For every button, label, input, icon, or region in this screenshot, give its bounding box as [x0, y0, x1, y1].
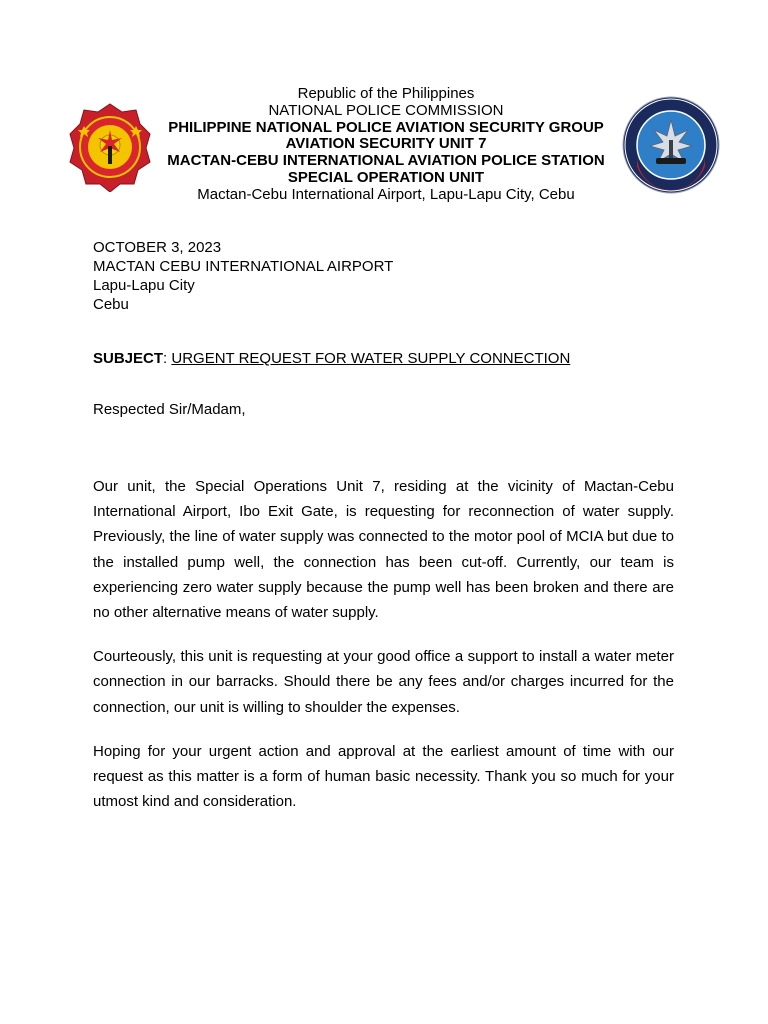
special-operations-unit-seal-icon [622, 96, 720, 194]
recipient-name: MACTAN CEBU INTERNATIONAL AIRPORT [93, 258, 394, 275]
letter-body [93, 474, 674, 833]
body-paragraph: Courteously, this unit is requesting at your good office a support to install a water meter connection in our barracks. Should there be any fees and/or charges incurred for the connection, our unit is willing to shoulder the expenses. [93, 648, 674, 716]
subject-text: URGENT REQUEST FOR WATER SUPPLY CONNECTION [171, 350, 571, 367]
letterhead [150, 86, 622, 204]
pnp-seal-icon [68, 102, 152, 192]
subject-line: SUBJECT: URGENT REQUEST FOR WATER SUPPLY CONNECTION [93, 350, 571, 367]
salutation: Respected Sir/Madam, [93, 401, 246, 418]
letterhead-line-address: Mactan-Cebu International Airport, Lapu-Lapu City, Cebu [197, 185, 575, 203]
letterhead-line-napolcom: NATIONAL POLICE COMMISSION [268, 101, 504, 119]
letterhead-line-pnp-avsegroup: PHILIPPINE NATIONAL POLICE AVIATION SECURITY GROUP [168, 118, 604, 136]
letter-date: OCTOBER 3, 2023 [93, 239, 222, 256]
recipient-city: Lapu-Lapu City [93, 277, 195, 294]
letterhead-line-avsu7: AVIATION SECURITY UNIT 7 [285, 135, 487, 153]
recipient-province: Cebu [93, 296, 129, 313]
body-paragraph: Hoping for your urgent action and approval at the earliest amount of time with our request as this matter is a form of human basic necessity. Thank you so much for your utmost kind and consideration. [93, 742, 674, 811]
address-block [93, 238, 393, 314]
letterhead-line-station: MACTAN-CEBU INTERNATIONAL AVIATION POLICE STATION [167, 152, 605, 170]
letterhead-line-republic: Republic of the Philippines [297, 85, 475, 102]
subject-label: SUBJECT [93, 350, 164, 367]
body-paragraph: Our unit, the Special Operations Unit 7, residing at the vicinity of Mactan-Cebu International Airport, Ibo Exit Gate, is requesting for reconnection of water supply. Previously, the line of water supply was connected to the motor pool of MCIA but due to the installed pump well, the connection has been cut-off. Currently, our team is experiencing zero water supply because the pump well has been broken and there are no other alternative means of water supply. [93, 478, 674, 622]
letterhead-line-sou: SPECIAL OPERATION UNIT [287, 168, 485, 186]
